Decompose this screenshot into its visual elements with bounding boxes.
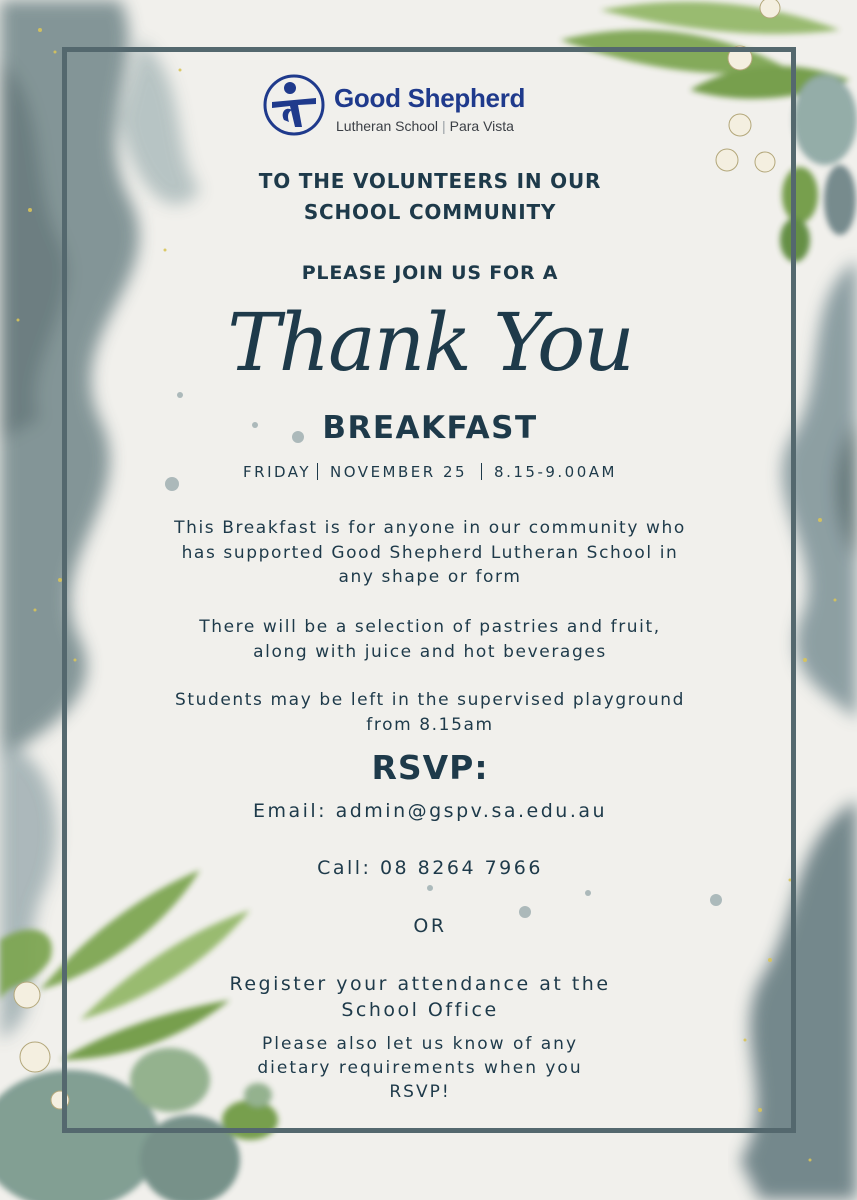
register-paragraph bbox=[70, 971, 770, 1023]
catering-paragraph bbox=[80, 615, 780, 664]
description-line: This Breakfast is for anyone in our community who bbox=[174, 518, 686, 538]
dietary-line: dietary requirements when you bbox=[257, 1058, 583, 1078]
event-time: 8.15-9.00AM bbox=[494, 463, 617, 481]
event-date-line bbox=[80, 463, 780, 481]
rsvp-or: OR bbox=[413, 915, 447, 937]
time-divider bbox=[481, 463, 482, 480]
subtitle-separator: | bbox=[441, 118, 446, 134]
shepherd-logo-icon bbox=[262, 72, 326, 136]
dietary-line: Please also let us know of any bbox=[261, 1034, 579, 1054]
event-day: FRIDAY bbox=[243, 463, 312, 481]
rsvp-heading: RSVP: bbox=[371, 748, 489, 787]
heading-line-2: SCHOOL COMMUNITY bbox=[303, 200, 557, 224]
join-us-text: PLEASE JOIN US FOR A bbox=[301, 262, 559, 284]
students-line: from 8.15am bbox=[366, 714, 494, 735]
catering-line: There will be a selection of pastries and fruit, bbox=[199, 617, 661, 637]
description-paragraph bbox=[80, 516, 780, 590]
dietary-line: RSVP! bbox=[389, 1082, 451, 1102]
students-line: Students may be left in the supervised playground bbox=[174, 690, 686, 710]
rsvp-phone[interactable]: Call: 08 8264 7966 bbox=[317, 857, 543, 879]
description-line: any shape or form bbox=[338, 567, 522, 587]
register-line: School Office bbox=[341, 999, 499, 1021]
thank-you-title: Thank You bbox=[227, 296, 633, 389]
rsvp-email[interactable]: Email: admin@gspv.sa.edu.au bbox=[252, 800, 608, 822]
heading-line-1: TO THE VOLUNTEERS IN OUR bbox=[258, 169, 602, 193]
register-line: Register your attendance at the bbox=[229, 973, 611, 995]
event-date: NOVEMBER 25 bbox=[330, 463, 468, 481]
date-divider bbox=[317, 463, 318, 480]
school-type: Lutheran School bbox=[336, 118, 438, 134]
event-name: BREAKFAST bbox=[322, 410, 538, 446]
dietary-paragraph bbox=[70, 1032, 770, 1104]
volunteers-heading bbox=[80, 166, 780, 228]
school-logo bbox=[262, 72, 562, 142]
catering-line: along with juice and hot beverages bbox=[253, 641, 607, 662]
school-name: Good Shepherd bbox=[334, 83, 526, 113]
description-line: has supported Good Shepherd Lutheran School in bbox=[181, 542, 679, 563]
school-subtitle bbox=[336, 118, 514, 134]
students-paragraph bbox=[80, 688, 780, 737]
school-location: Para Vista bbox=[449, 118, 514, 134]
